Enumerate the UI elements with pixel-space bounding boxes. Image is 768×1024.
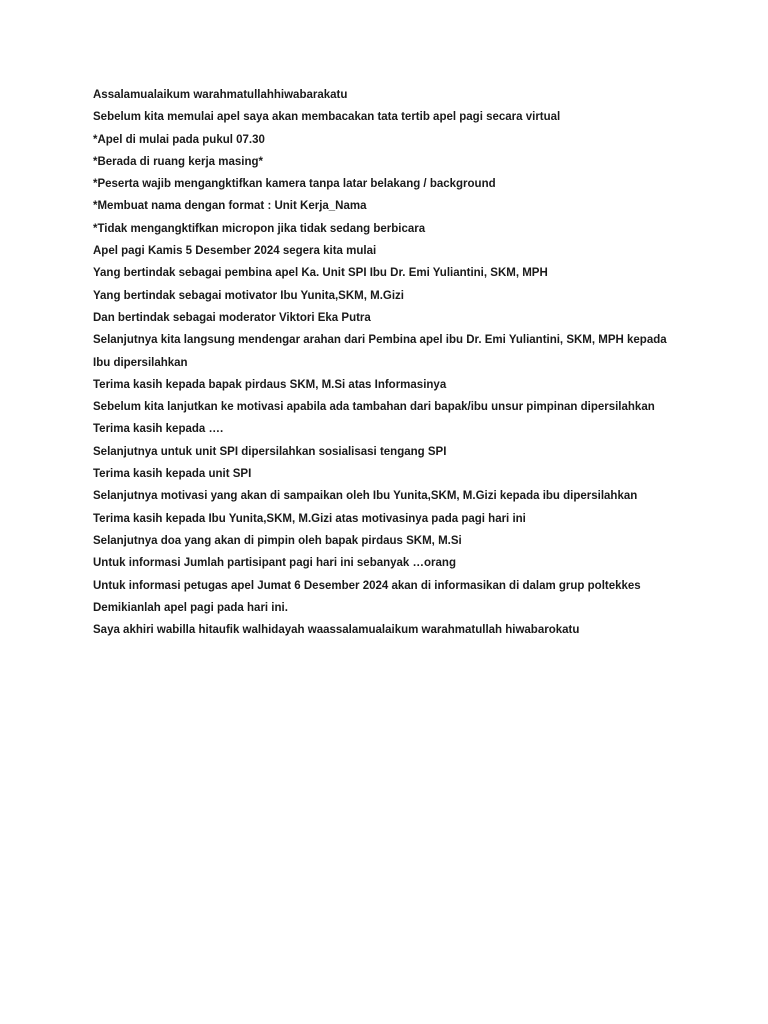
text-line: Dan bertindak sebagai moderator Viktori Eka Putra [93,311,371,324]
text-line: Untuk informasi petugas apel Jumat 6 Desember 2024 akan di informasikan di dalam grup poltekkes [93,579,641,592]
text-line: *Apel di mulai pada pukul 07.30 [93,133,265,146]
text-line: Apel pagi Kamis 5 Desember 2024 segera kita mulai [93,245,377,258]
text-line: Saya akhiri wabilla hitaufik walhidayah waassalamualaikum warahmatullah hiwabarokatu [93,624,580,637]
text-line: Terima kasih kepada Ibu Yunita,SKM, M.Gizi atas motivasinya pada pagi hari ini [93,512,526,525]
text-line: Selanjutnya untuk unit SPI dipersilahkan sosialisasi tengang SPI [93,445,447,458]
text-line: *Membuat nama dengan format : Unit Kerja_Nama [93,200,367,213]
text-line: *Berada di ruang kerja masing* [93,155,264,168]
text-line: *Peserta wajib mengangktifkan kamera tanpa latar belakang / background [93,178,496,191]
text-line: Terima kasih kepada unit SPI [93,468,252,481]
text-line: Selanjutnya motivasi yang akan di sampaikan oleh Ibu Yunita,SKM, M.Gizi kepada ibu dipersilahkan [93,490,638,503]
text-line: Terima kasih kepada bapak pirdaus SKM, M.Si atas Informasinya [93,378,447,391]
text-line: Yang bertindak sebagai pembina apel Ka. Unit SPI Ibu Dr. Emi Yuliantini, SKM, MPH [93,267,548,280]
text-line: Selanjutnya kita langsung mendengar arahan dari Pembina apel ibu Dr. Emi Yuliantini, SKM, MPH kepada [93,334,667,347]
text-line: *Tidak mengangktifkan micropon jika tidak sedang berbicara [93,222,426,235]
text-line: Sebelum kita memulai apel saya akan membacakan tata tertib apel pagi secara virtual [93,111,561,124]
document-body [93,84,693,641]
text-line: Assalamualaikum warahmatullahhiwabarakatu [93,89,348,101]
text-line: Untuk informasi Jumlah partisipant pagi hari ini sebanyak …orang [93,557,456,570]
text-line: Demikianlah apel pagi pada hari ini. [93,601,288,614]
text-line: Ibu dipersilahkan [93,356,188,369]
text-line: Yang bertindak sebagai motivator Ibu Yunita,SKM, M.Gizi [93,289,404,302]
text-line: Selanjutnya doa yang akan di pimpin oleh bapak pirdaus SKM, M.Si [93,534,462,547]
text-line: Terima kasih kepada …. [93,423,224,436]
text-line: Sebelum kita lanjutkan ke motivasi apabila ada tambahan dari bapak/ibu unsur pimpinan dipersilahkan [93,401,655,414]
